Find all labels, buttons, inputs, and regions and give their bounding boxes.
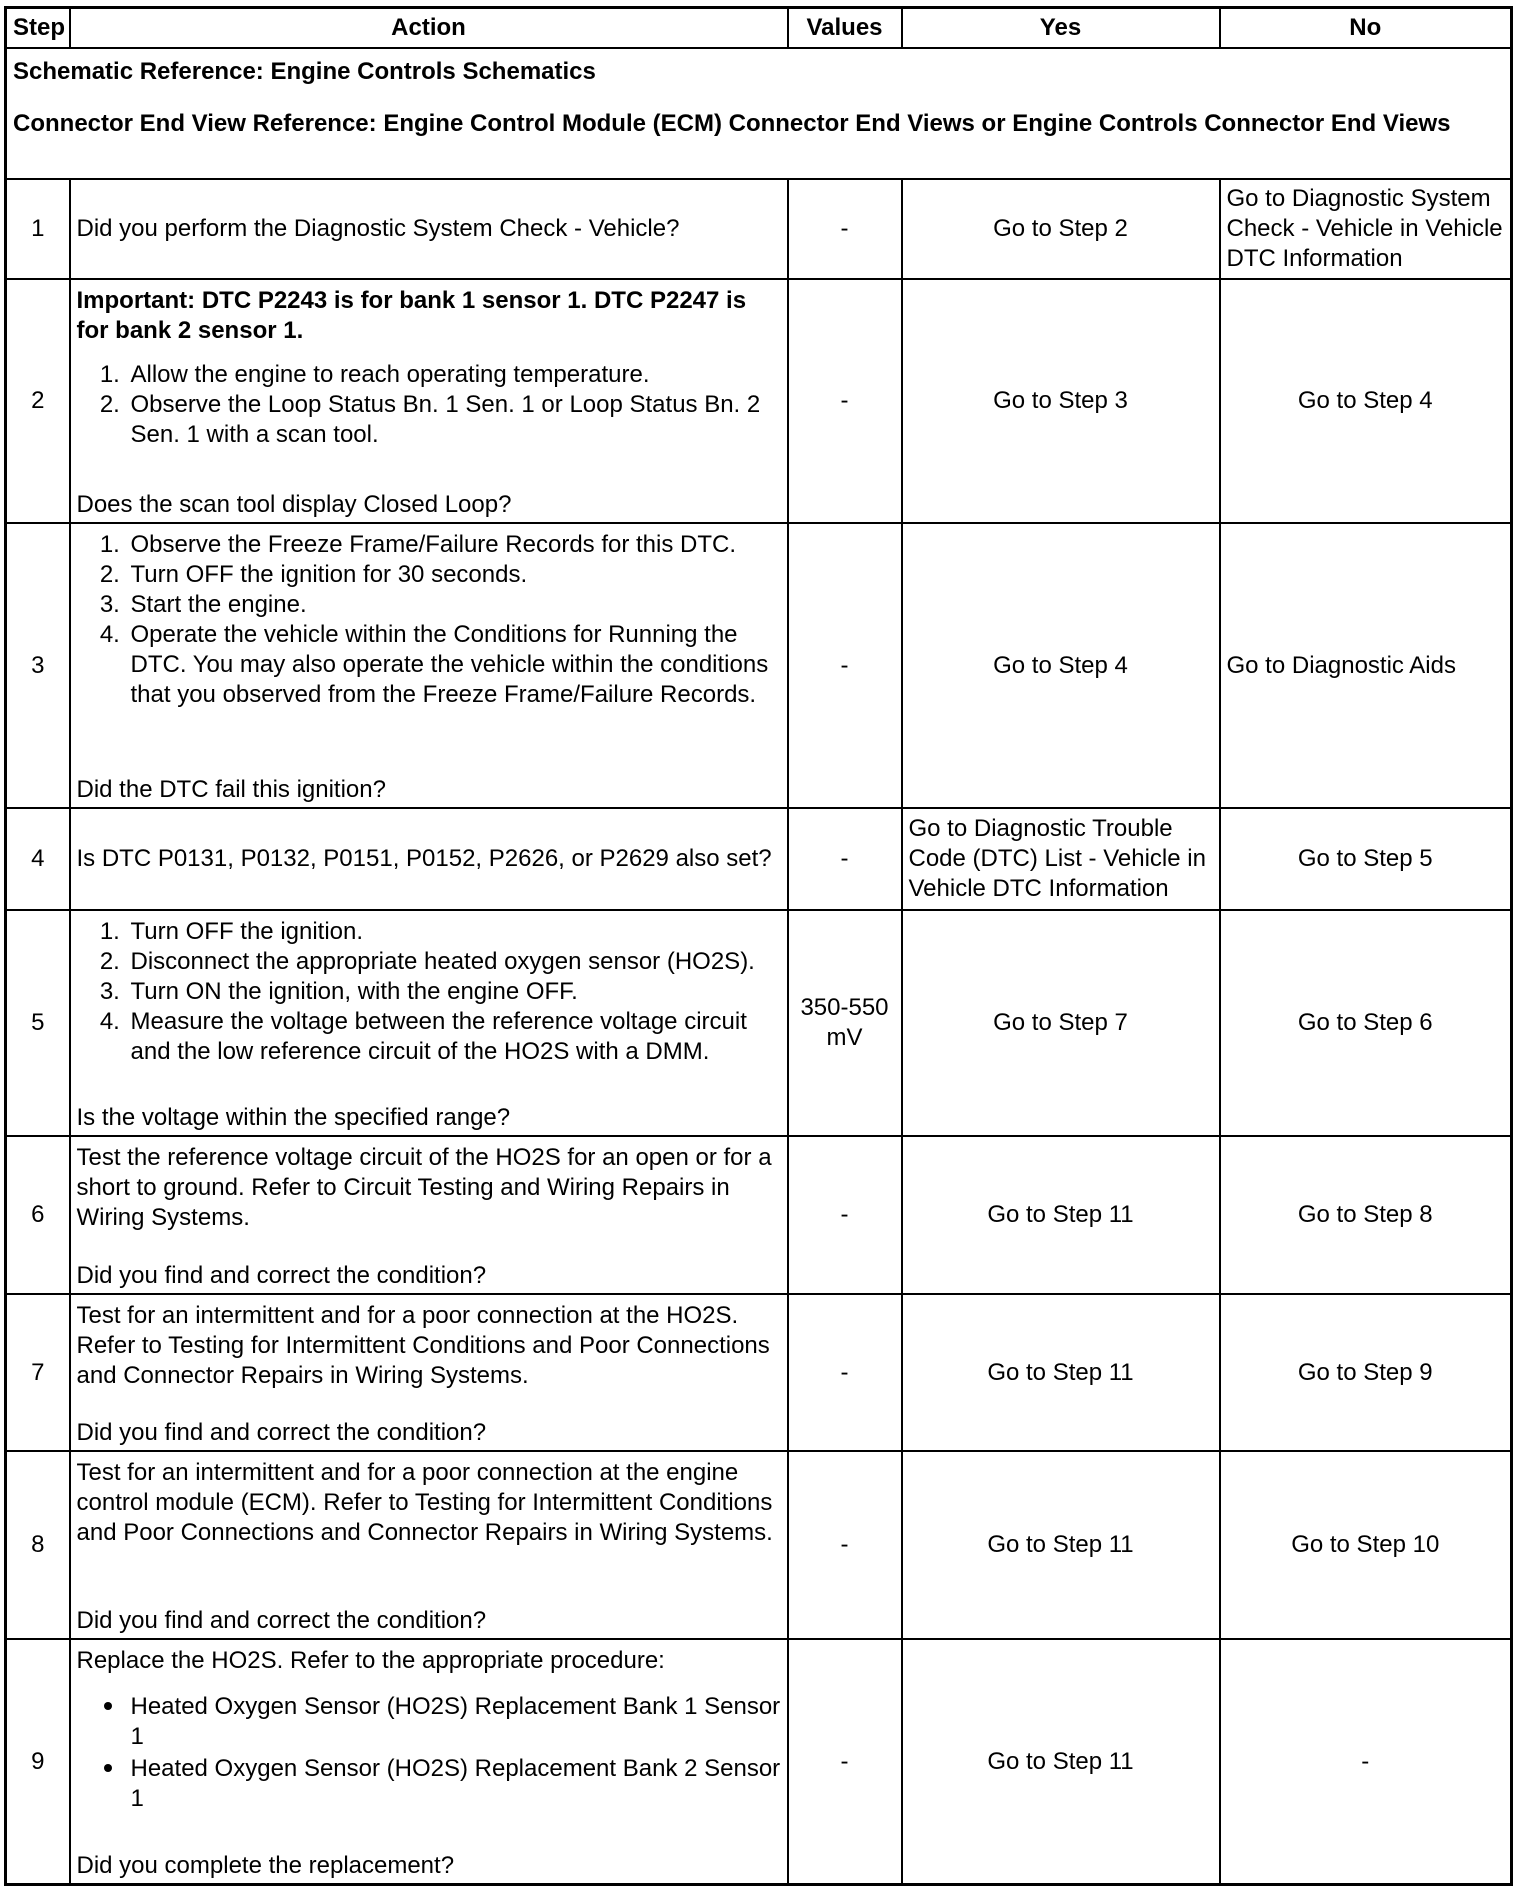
connector-reference: Connector End View Reference: Engine Control Module (ECM) Connector End Views or Engine Controls Connector End Views bbox=[13, 110, 1451, 137]
header-step: Step bbox=[6, 8, 70, 49]
action-question: Did you complete the replacement? bbox=[76, 1852, 455, 1879]
yes-cell: Go to Step 11 bbox=[902, 1451, 1220, 1639]
step-number: 2 bbox=[6, 279, 70, 522]
step-number: 3 bbox=[6, 523, 70, 809]
values-cell: - bbox=[788, 523, 902, 809]
no-cell: Go to Step 10 bbox=[1220, 1451, 1512, 1639]
yes-cell: Go to Step 11 bbox=[902, 1294, 1220, 1451]
step-number: 5 bbox=[6, 910, 70, 1136]
values-cell: - bbox=[788, 279, 902, 522]
table-row bbox=[6, 1451, 1512, 1639]
table-row bbox=[6, 179, 1512, 280]
header-action: Action bbox=[70, 8, 788, 49]
action-cell bbox=[70, 1639, 788, 1884]
values-cell: - bbox=[788, 808, 902, 910]
list-item: 4. Operate the vehicle within the Conditions for Running the DTC. You may also operate the vehicle within the conditions that you observed from the Freeze Frame/Failure Records. bbox=[127, 620, 781, 710]
list-item: 2. Disconnect the appropriate heated oxygen sensor (HO2S). bbox=[127, 947, 781, 977]
table-row bbox=[6, 910, 1512, 1136]
yes-cell: Go to Step 4 bbox=[902, 523, 1220, 809]
list-item: 2. Observe the Loop Status Bn. 1 Sen. 1 or Loop Status Bn. 2 Sen. 1 with a scan tool. bbox=[127, 390, 781, 450]
step-number: 7 bbox=[6, 1294, 70, 1451]
action-cell bbox=[70, 1294, 788, 1451]
list-item: 4. Measure the voltage between the reference voltage circuit and the low reference circuit of the HO2S with a DMM. bbox=[127, 1007, 781, 1067]
yes-cell: Go to Step 3 bbox=[902, 279, 1220, 522]
header-yes: Yes bbox=[902, 8, 1220, 49]
table-row bbox=[6, 1294, 1512, 1451]
list-item: 3. Turn ON the ignition, with the engine OFF. bbox=[127, 977, 781, 1007]
list-item: 3. Start the engine. bbox=[127, 590, 781, 620]
procedure-list bbox=[77, 1690, 781, 1814]
step-number: 1 bbox=[6, 179, 70, 280]
action-cell bbox=[70, 808, 788, 910]
step-number: 8 bbox=[6, 1451, 70, 1639]
diagnostic-table bbox=[4, 6, 1513, 1886]
action-text: Is DTC P0131, P0132, P0151, P0152, P2626, or P2629 also set? bbox=[76, 845, 772, 873]
list-item: 2. Turn OFF the ignition for 30 seconds. bbox=[127, 560, 781, 590]
action-text: Replace the HO2S. Refer to the appropriate procedure: bbox=[76, 1647, 665, 1675]
step-number: 4 bbox=[6, 808, 70, 910]
list-item: 1. Observe the Freeze Frame/Failure Records for this DTC. bbox=[127, 530, 781, 560]
values-cell: - bbox=[788, 1639, 902, 1884]
yes-cell: Go to Step 2 bbox=[902, 179, 1220, 280]
values-cell: 350-550 mV bbox=[788, 910, 902, 1136]
action-text: Test for an intermittent and for a poor connection at the HO2S. Refer to Testing for Intermittent Conditions and Poor Connections and Connector Repairs in Wiring Systems. bbox=[76, 1302, 770, 1390]
table-row bbox=[6, 523, 1512, 809]
action-question: Did the DTC fail this ignition? bbox=[76, 776, 386, 804]
action-cell bbox=[70, 279, 788, 522]
action-question: Did you find and correct the condition? bbox=[76, 1418, 487, 1446]
action-question: Did you find and correct the condition? bbox=[76, 1262, 487, 1290]
list-item: 1. Turn OFF the ignition. bbox=[127, 917, 781, 947]
yes-cell: Go to Step 11 bbox=[902, 1639, 1220, 1884]
step-number: 6 bbox=[6, 1136, 70, 1294]
action-steps bbox=[77, 360, 781, 450]
list-item: • Heated Oxygen Sensor (HO2S) Replacement Bank 2 Sensor 1 bbox=[127, 1752, 781, 1814]
values-cell: - bbox=[788, 1451, 902, 1639]
no-cell: Go to Diagnostic Aids bbox=[1220, 523, 1512, 809]
schematic-reference: Schematic Reference: Engine Controls Schematics bbox=[13, 58, 596, 85]
action-question: Is the voltage within the specified range? bbox=[76, 1104, 511, 1132]
no-cell: - bbox=[1220, 1639, 1512, 1884]
action-question: Does the scan tool display Closed Loop? bbox=[76, 490, 512, 518]
header-no: No bbox=[1220, 8, 1512, 49]
action-cell bbox=[70, 1136, 788, 1294]
yes-cell: Go to Step 11 bbox=[902, 1136, 1220, 1294]
no-cell: Go to Step 8 bbox=[1220, 1136, 1512, 1294]
yes-cell: Go to Diagnostic Trouble Code (DTC) List - Vehicle in Vehicle DTC Information bbox=[902, 808, 1220, 910]
action-cell bbox=[70, 910, 788, 1136]
action-cell bbox=[70, 179, 788, 280]
no-cell: Go to Step 5 bbox=[1220, 808, 1512, 910]
header-values: Values bbox=[788, 8, 902, 49]
list-item: • Heated Oxygen Sensor (HO2S) Replacement Bank 1 Sensor 1 bbox=[127, 1690, 781, 1752]
reference-cell bbox=[6, 48, 1512, 179]
action-text: Test the reference voltage circuit of the HO2S for an open or for a short to ground. Refer to Circuit Testing and Wiring Repairs in Wiring Systems. bbox=[76, 1144, 772, 1232]
action-steps bbox=[77, 917, 781, 1067]
action-cell bbox=[70, 1451, 788, 1639]
action-steps bbox=[77, 530, 781, 710]
action-question: Did you find and correct the condition? bbox=[76, 1607, 487, 1635]
no-cell: Go to Diagnostic System Check - Vehicle in Vehicle DTC Information bbox=[1220, 179, 1512, 280]
values-cell: - bbox=[788, 1294, 902, 1451]
action-text: Test for an intermittent and for a poor connection at the engine control module (ECM). Refer to Testing for Intermittent Conditions and Poor Connections and Connector Repairs in Wiring Systems. bbox=[76, 1458, 773, 1546]
important-note: Important: DTC P2243 is for bank 1 sensor 1. DTC P2247 is for bank 2 sensor 1. bbox=[76, 287, 747, 345]
table-row bbox=[6, 279, 1512, 522]
no-cell: Go to Step 4 bbox=[1220, 279, 1512, 522]
yes-cell: Go to Step 7 bbox=[902, 910, 1220, 1136]
table-row bbox=[6, 1136, 1512, 1294]
header-row bbox=[6, 8, 1512, 49]
reference-row bbox=[6, 48, 1512, 179]
table-row bbox=[6, 1639, 1512, 1884]
no-cell: Go to Step 9 bbox=[1220, 1294, 1512, 1451]
values-cell: - bbox=[788, 1136, 902, 1294]
list-item: 1. Allow the engine to reach operating temperature. bbox=[127, 360, 781, 390]
step-number: 9 bbox=[6, 1639, 70, 1884]
action-text: Did you perform the Diagnostic System Check - Vehicle? bbox=[76, 215, 680, 243]
action-cell bbox=[70, 523, 788, 809]
table-row bbox=[6, 808, 1512, 910]
values-cell: - bbox=[788, 179, 902, 280]
no-cell: Go to Step 6 bbox=[1220, 910, 1512, 1136]
